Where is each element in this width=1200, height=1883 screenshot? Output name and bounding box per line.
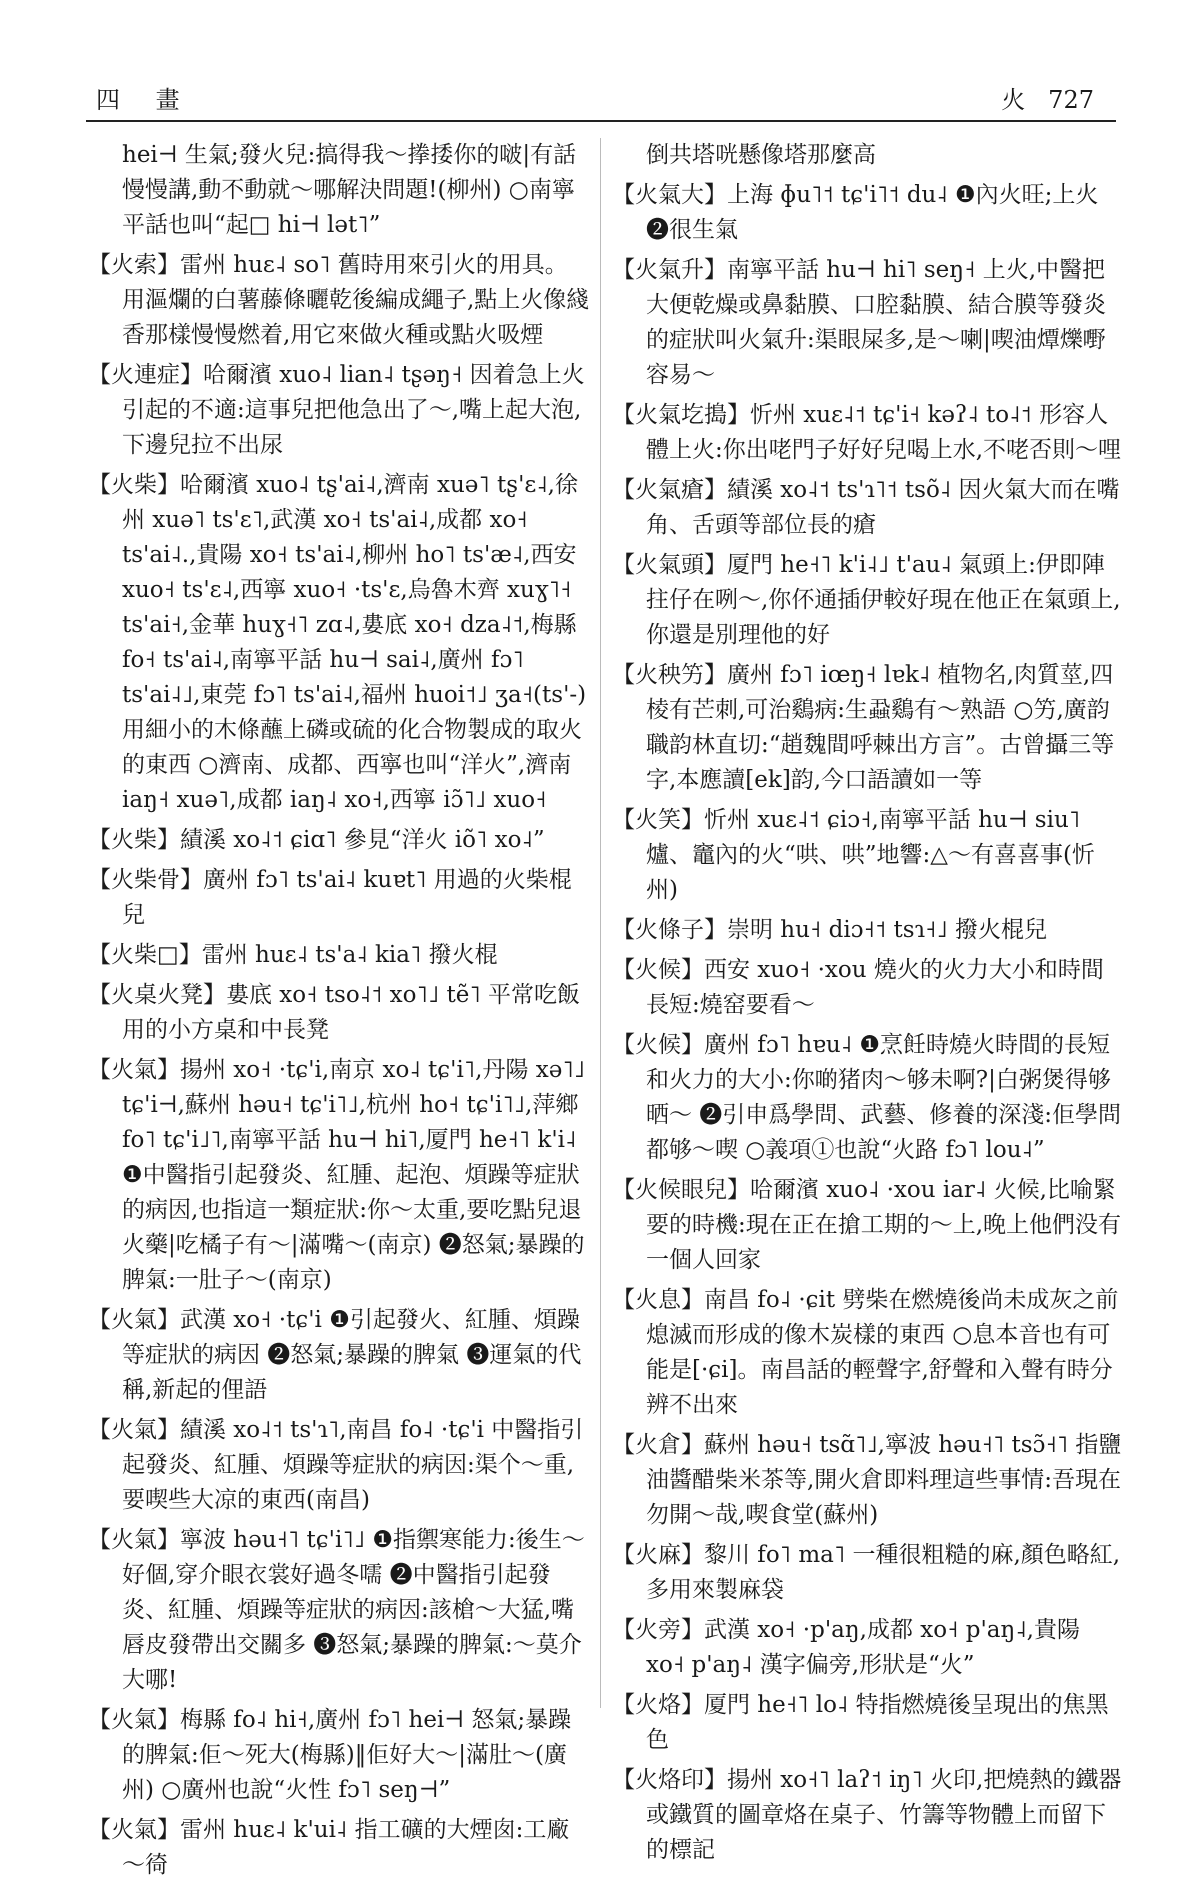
dictionary-entry: 【火氣】揚州 xo˧ ·tɕ'i,南京 xo˨ tɕ'i˥,丹陽 xə˥˩ tɕ'i⊣,蘇州 həu˧ tɕ'i˥˩,杭州 ho˧ tɕ'i˥˩,萍鄉 fo˥ tɕ'i˩˥,南寧平話 hu⊣ hi˥,厦門 he˧˥ k'i˨ ❶中醫指引起發炎、紅腫、起泡、煩躁等症狀的病因,也指這一類症狀:你～太重,要吃點兒退火藥|吃橘子有～|滿嘴～(南京) ❷怒氣;暴躁的脾氣:一肚子～(南京) <box>88 1057 586 1293</box>
dictionary-entry: 【火候】廣州 fɔ˥ hɐu˨ ❶烹飪時燒火時間的長短和火力的大小:你啲猪肉～够未啊?|白粥煲得够晒～ ❷引申爲學問、武藝、修養的深淺:佢學問都够～喫 ○義項①也說“火路 fɔ˥ lou˨” <box>612 1032 1122 1163</box>
entry-continuation: 倒共塔咣懸像塔那麼高 <box>646 142 876 168</box>
dictionary-entry: 【火秧竻】廣州 fɔ˥ iœŋ˧ lɐk˨ 植物名,肉質莖,四棱有芒刺,可治鷄病:生蝨鷄有～熟語 ○竻,廣韵職韵林直切:“趙魏間呼棘出方言”。古曾攝三等字,本應讀[ek]韵,今口語讀如一等 <box>612 662 1115 793</box>
dictionary-entry: 【火麻】黎川 fo˥ ma˥ 一種很粗糙的麻,顏色略紅,多用來製麻袋 <box>612 1542 1121 1603</box>
dictionary-entry: 【火候眼兒】哈爾濱 xuo˨ ·xou iar˨ 火候,比喻緊要的時機:現在正在搶工期的～上,晚上他們没有一個人回家 <box>612 1177 1122 1273</box>
dictionary-entry: 【火氣】雷州 huɛ˨ k'ui˨ 指工礦的大煙囱:工廠～徛 <box>88 1817 570 1878</box>
dictionary-entry: 【火氣大】上海 ɸu˥˦ tɕ'i˥˦ du˨ ❶內火旺;上火 ❷很生氣 <box>612 182 1099 243</box>
header-rule <box>86 120 1116 122</box>
dictionary-entry: 【火柴□】雷州 huɛ˨ ts'a˨ kia˥ 撥火棍 <box>88 942 498 968</box>
dictionary-entry: 【火條子】崇明 hu˧ diɔ˧˦ tsɿ˧˩ 撥火棍兒 <box>612 917 1048 943</box>
column-divider <box>600 138 601 1708</box>
dictionary-entry: 【火柴】績溪 xo˨˦ ɕiɑ˥ 參見“洋火 iõ˥ xo˨” <box>88 827 545 853</box>
dictionary-entry: 【火息】南昌 fo˨ ·ɕit 劈柴在燃燒後尚未成灰之前熄滅而形成的像木炭樣的東西 ○息本音也有可能是[·ɕi]。南昌話的輕聲字,舒聲和入聲有時分辨不出來 <box>612 1287 1119 1418</box>
dictionary-entry: 【火氣瘡】績溪 xo˨˦ ts'ɿ˥˦ tsõ˨ 因火氣大而在嘴角、舌頭等部位長的瘡 <box>612 477 1120 538</box>
dictionary-entry: 【火氣頭】厦門 he˧˥ k'i˨˩ t'au˨ 氣頭上:伊即陣拄仔在咧～,你伓通插伊較好現在他正在氣頭上,你還是別理他的好 <box>612 552 1121 648</box>
dictionary-entry: 【火連症】哈爾濱 xuo˨ lian˨ tʂəŋ˧ 因着急上火引起的不適:這事兒把他急出了～,嘴上起大泡,下邊兒拉不出尿 <box>88 362 585 458</box>
dictionary-entry: 【火笑】忻州 xuɛ˨˦ ɕiɔ˧,南寧平話 hu⊣ siu˥ 爐、竈內的火“哄、哄”地響:△～有喜喜事(忻州) <box>612 807 1095 903</box>
dictionary-entry: 【火氣】寧波 həu˧˥ tɕ'i˥˩ ❶指禦寒能力:後生～好個,穿介眼衣裳好過冬嚅 ❷中醫指引起發炎、紅腫、煩躁等症狀的病因:該槍～大猛,嘴唇皮發帶出交關多 ❸怒氣;暴躁的脾氣:～莫介大哪! <box>88 1527 585 1693</box>
dictionary-entry: 【火氣升】南寧平話 hu⊣ hi˥ seŋ˧ 上火,中醫把大便乾燥或鼻黏膜、口腔黏膜、結合膜等發炎的症狀叫火氣升:渠眼屎多,是～喇|喫油燂爍嘢容易～ <box>612 257 1106 388</box>
section-header: 四 畫 <box>96 86 194 114</box>
dictionary-entry: 【火旁】武漢 xo˧ ·p'aŋ,成都 xo˧ p'aŋ˨,貴陽 xo˧ p'aŋ˨ 漢字偏旁,形狀是“火” <box>612 1617 1080 1678</box>
dictionary-entry: 【火氣】績溪 xo˨˦ ts'ɿ˥,南昌 fo˨ ·tɕ'i 中醫指引起發炎、紅腫、煩躁等症狀的病因:渠个～重,要喫些大凉的東西(南昌) <box>88 1417 584 1513</box>
dictionary-entry: 【火倉】蘇州 həu˧ tsɑ̃˥˩,寧波 həu˧˥ tsɔ̃˧˥ 指鹽油醬醋柴米茶等,開火倉即料理這些事情:吾現在勿開～哉,喫食堂(蘇州) <box>612 1432 1122 1528</box>
dictionary-entry: 【火柴】哈爾濱 xuo˨ tʂ'ai˨,濟南 xuə˥ tʂ'ɛ˨,徐州 xuə˥ ts'ɛ˥,武漢 xo˧ ts'ai˨,成都 xo˧ ts'ai˨.,貴陽 xo˧ ts'ai˨,柳州 ho˥ ts'æ˨,西安 xuo˧ ts'ɛ˨,西寧 xuo˧ ·ts'ɛ,烏魯木齊 xuɣ˥˧ ts'ai˧,金華 huɣ˧˥ zɑ˨,婁底 xo˧ dza˨˦,梅縣 fo˧ ts'ai˨,南寧平話 hu⊣ sai˨,廣州 fɔ˥ ts'ai˨˩,東莞 fɔ˥ ts'ai˨,福州 huoi˦˩ ʒa˧(ts'-) 用細小的木條蘸上磷或硫的化合物製成的取火的東西 ○濟南、成都、西寧也叫“洋火”,濟南 iaŋ˧ xuə˥,成都 iaŋ˨ xo˧,西寧 iɔ̃˥˩ xuo˧ <box>88 472 587 813</box>
right-column <box>612 138 1124 1863</box>
entry-continuation: hei⊣ 生氣;發火兒:搞得我～搼捼你的啵|有話慢慢講,動不動就～哪解決問題!(柳州) ○南寧平話也叫“起□ hi⊣ lət˥” <box>122 142 577 238</box>
dictionary-entry: 【火氣】武漢 xo˧ ·tɕ'i ❶引起發火、紅腫、煩躁等症狀的病因 ❷怒氣;暴躁的脾氣 ❸運氣的代稱,新起的俚語 <box>88 1307 582 1403</box>
dictionary-entry: 【火桌火凳】婁底 xo˧ tso˨˦ xo˥˩ tẽ˥ 平常吃飯用的小方桌和中長凳 <box>88 982 580 1043</box>
page-number-header: 火 727 <box>1001 86 1094 114</box>
dictionary-entry: 【火烙】厦門 he˧˥ lo˨ 特指燃燒後呈現出的焦黑色 <box>612 1692 1109 1753</box>
dictionary-entry: 【火烙印】揚州 xo˧˥ laʔ˦ iŋ˥ 火印,把燒熱的鐵器或鐵質的圖章烙在桌子、竹籌等物體上而留下的標記 <box>612 1767 1122 1863</box>
dictionary-entry: 【火柴骨】廣州 fɔ˥ ts'ai˨ kuɐt˥ 用過的火柴棍兒 <box>88 867 572 928</box>
left-column <box>88 138 590 1878</box>
dictionary-entry: 【火氣】梅縣 fo˨ hi˧,廣州 fɔ˥ hei⊣ 怒氣;暴躁的脾氣:佢～死大(梅縣)‖佢好大～|滿肚～(廣州) ○廣州也說“火性 fɔ˥ seŋ⊣” <box>88 1707 572 1803</box>
dictionary-entry: 【火候】西安 xuo˧ ·xou 燒火的火力大小和時間長短:燒窑要看～ <box>612 957 1104 1018</box>
dictionary-entry: 【火索】雷州 huɛ˨ so˥ 舊時用來引火的用具。用漚爛的白薯藤條曬乾後編成繩子,點上火像綫香那樣慢慢燃着,用它來做火種或點火吸煙 <box>88 252 590 348</box>
dictionary-entry: 【火氣圪搗】忻州 xuɛ˨˦ tɕ'i˧ kəʔ˨ to˨˦ 形容人體上火:你出咾門子好好兒喝上水,不咾否則～哩 <box>612 402 1122 463</box>
